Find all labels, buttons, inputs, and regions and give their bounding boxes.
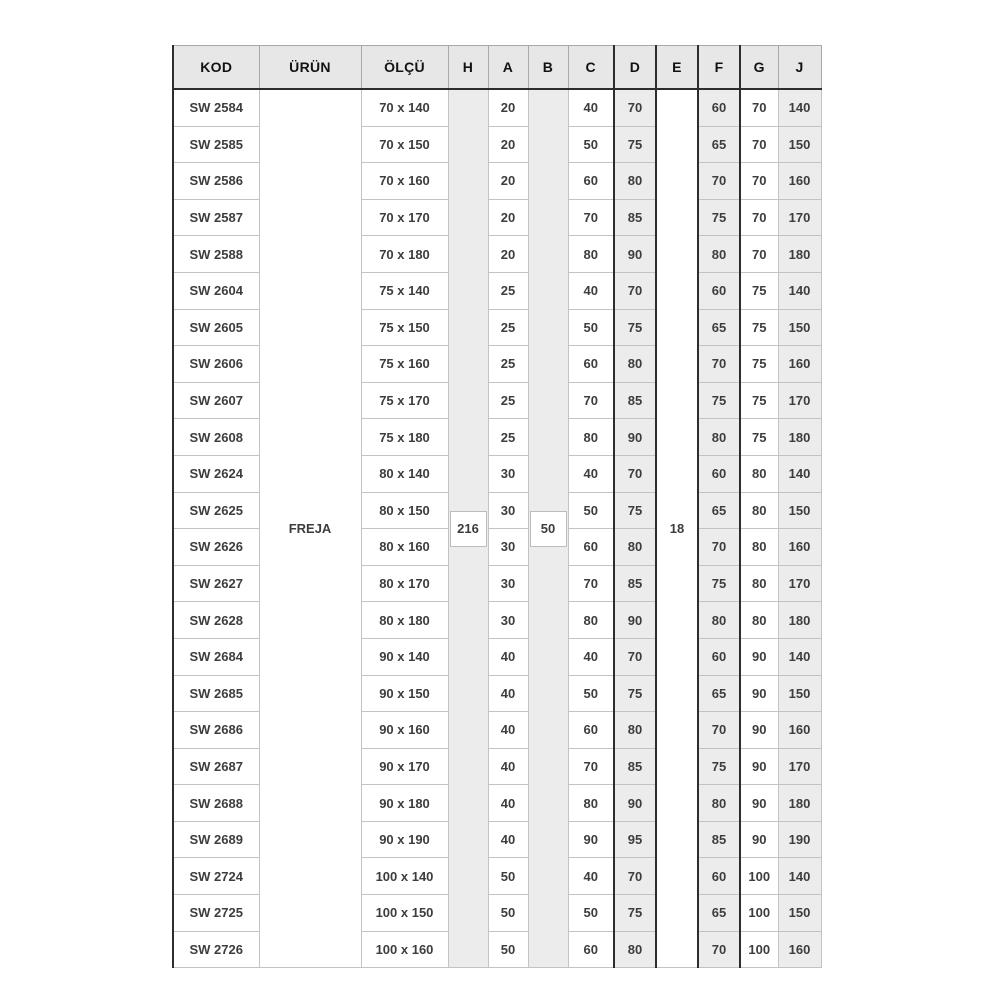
cell-olcu: 100 x 150 — [361, 895, 448, 932]
cell-c: 60 — [568, 346, 614, 383]
cell-a: 30 — [488, 492, 528, 529]
merged-cell-b — [528, 89, 568, 968]
cell-a: 25 — [488, 346, 528, 383]
cell-d: 80 — [614, 712, 656, 749]
cell-kod: SW 2686 — [173, 712, 259, 749]
cell-j: 140 — [778, 638, 821, 675]
cell-c: 80 — [568, 785, 614, 822]
cell-olcu: 80 x 140 — [361, 455, 448, 492]
table-body — [173, 89, 821, 968]
cell-d: 70 — [614, 89, 656, 126]
cell-g: 80 — [740, 455, 778, 492]
cell-c: 70 — [568, 382, 614, 419]
col-header-g: G — [740, 46, 778, 90]
col-header-kod: KOD — [173, 46, 259, 90]
cell-j: 160 — [778, 346, 821, 383]
cell-f: 60 — [698, 455, 740, 492]
cell-d: 80 — [614, 163, 656, 200]
cell-olcu: 90 x 160 — [361, 712, 448, 749]
cell-d: 70 — [614, 858, 656, 895]
cell-g: 100 — [740, 895, 778, 932]
cell-f: 70 — [698, 931, 740, 968]
cell-g: 75 — [740, 272, 778, 309]
cell-kod: SW 2608 — [173, 419, 259, 456]
cell-f: 65 — [698, 675, 740, 712]
cell-a: 25 — [488, 419, 528, 456]
cell-g: 75 — [740, 309, 778, 346]
cell-d: 75 — [614, 126, 656, 163]
cell-j: 150 — [778, 309, 821, 346]
cell-g: 75 — [740, 419, 778, 456]
cell-f: 80 — [698, 602, 740, 639]
cell-a: 40 — [488, 785, 528, 822]
cell-c: 70 — [568, 748, 614, 785]
cell-j: 180 — [778, 602, 821, 639]
cell-a: 25 — [488, 272, 528, 309]
cell-j: 150 — [778, 492, 821, 529]
cell-a: 40 — [488, 821, 528, 858]
merged-value-box-h: 216 — [450, 511, 487, 547]
cell-a: 50 — [488, 931, 528, 968]
cell-g: 70 — [740, 89, 778, 126]
cell-kod: SW 2607 — [173, 382, 259, 419]
table-row — [173, 89, 821, 126]
cell-j: 160 — [778, 931, 821, 968]
cell-g: 80 — [740, 602, 778, 639]
cell-olcu: 100 x 140 — [361, 858, 448, 895]
cell-d: 75 — [614, 895, 656, 932]
col-header-h: H — [448, 46, 488, 90]
cell-d: 70 — [614, 455, 656, 492]
cell-j: 180 — [778, 236, 821, 273]
cell-kod: SW 2604 — [173, 272, 259, 309]
col-header-j: J — [778, 46, 821, 90]
cell-kod: SW 2725 — [173, 895, 259, 932]
cell-d: 85 — [614, 199, 656, 236]
cell-olcu: 75 x 150 — [361, 309, 448, 346]
cell-olcu: 90 x 150 — [361, 675, 448, 712]
cell-d: 85 — [614, 382, 656, 419]
cell-a: 20 — [488, 89, 528, 126]
cell-f: 80 — [698, 236, 740, 273]
cell-g: 75 — [740, 346, 778, 383]
cell-f: 80 — [698, 785, 740, 822]
cell-kod: SW 2684 — [173, 638, 259, 675]
cell-c: 50 — [568, 309, 614, 346]
cell-g: 90 — [740, 785, 778, 822]
cell-d: 75 — [614, 675, 656, 712]
cell-j: 150 — [778, 895, 821, 932]
cell-kod: SW 2626 — [173, 529, 259, 566]
cell-kod: SW 2588 — [173, 236, 259, 273]
cell-kod: SW 2688 — [173, 785, 259, 822]
merged-cell-urun: FREJA — [259, 89, 361, 968]
cell-g: 90 — [740, 748, 778, 785]
cell-d: 80 — [614, 346, 656, 383]
table-header — [173, 46, 821, 90]
cell-f: 65 — [698, 126, 740, 163]
cell-d: 85 — [614, 748, 656, 785]
merged-value-box-b: 50 — [530, 511, 567, 547]
cell-c: 40 — [568, 638, 614, 675]
cell-kod: SW 2726 — [173, 931, 259, 968]
cell-kod: SW 2624 — [173, 455, 259, 492]
col-header-olcu: ÖLÇÜ — [361, 46, 448, 90]
cell-d: 75 — [614, 492, 656, 529]
cell-kod: SW 2625 — [173, 492, 259, 529]
cell-c: 50 — [568, 675, 614, 712]
cell-a: 40 — [488, 748, 528, 785]
cell-j: 140 — [778, 455, 821, 492]
cell-j: 150 — [778, 126, 821, 163]
col-header-d: D — [614, 46, 656, 90]
cell-olcu: 70 x 140 — [361, 89, 448, 126]
cell-c: 50 — [568, 895, 614, 932]
cell-c: 60 — [568, 712, 614, 749]
cell-kod: SW 2628 — [173, 602, 259, 639]
cell-olcu: 80 x 160 — [361, 529, 448, 566]
cell-a: 20 — [488, 236, 528, 273]
cell-olcu: 75 x 180 — [361, 419, 448, 456]
cell-olcu: 70 x 150 — [361, 126, 448, 163]
cell-f: 80 — [698, 419, 740, 456]
cell-kod: SW 2605 — [173, 309, 259, 346]
cell-a: 20 — [488, 126, 528, 163]
cell-g: 80 — [740, 492, 778, 529]
cell-j: 140 — [778, 89, 821, 126]
header-row — [173, 46, 821, 90]
merged-cell-h — [448, 89, 488, 968]
cell-d: 90 — [614, 785, 656, 822]
cell-g: 90 — [740, 712, 778, 749]
cell-f: 75 — [698, 382, 740, 419]
cell-a: 40 — [488, 675, 528, 712]
cell-f: 65 — [698, 309, 740, 346]
cell-g: 75 — [740, 382, 778, 419]
cell-j: 150 — [778, 675, 821, 712]
cell-j: 160 — [778, 529, 821, 566]
cell-j: 180 — [778, 785, 821, 822]
cell-olcu: 70 x 170 — [361, 199, 448, 236]
col-header-c: C — [568, 46, 614, 90]
cell-olcu: 100 x 160 — [361, 931, 448, 968]
cell-a: 30 — [488, 565, 528, 602]
cell-olcu: 75 x 140 — [361, 272, 448, 309]
cell-c: 80 — [568, 602, 614, 639]
cell-olcu: 75 x 160 — [361, 346, 448, 383]
cell-j: 140 — [778, 858, 821, 895]
cell-olcu: 80 x 170 — [361, 565, 448, 602]
cell-a: 30 — [488, 529, 528, 566]
cell-kod: SW 2584 — [173, 89, 259, 126]
cell-j: 160 — [778, 712, 821, 749]
cell-g: 70 — [740, 126, 778, 163]
col-header-urun: ÜRÜN — [259, 46, 361, 90]
cell-a: 30 — [488, 602, 528, 639]
cell-c: 40 — [568, 858, 614, 895]
cell-c: 70 — [568, 565, 614, 602]
cell-d: 70 — [614, 272, 656, 309]
cell-d: 90 — [614, 236, 656, 273]
cell-c: 60 — [568, 163, 614, 200]
cell-c: 80 — [568, 236, 614, 273]
cell-j: 180 — [778, 419, 821, 456]
cell-f: 60 — [698, 858, 740, 895]
cell-j: 140 — [778, 272, 821, 309]
cell-g: 90 — [740, 638, 778, 675]
cell-d: 70 — [614, 638, 656, 675]
cell-j: 170 — [778, 199, 821, 236]
cell-f: 65 — [698, 895, 740, 932]
dimension-table-grid — [172, 45, 822, 968]
cell-d: 90 — [614, 602, 656, 639]
cell-f: 85 — [698, 821, 740, 858]
cell-d: 95 — [614, 821, 656, 858]
cell-a: 20 — [488, 163, 528, 200]
cell-a: 20 — [488, 199, 528, 236]
cell-a: 25 — [488, 309, 528, 346]
cell-f: 70 — [698, 529, 740, 566]
cell-f: 70 — [698, 712, 740, 749]
cell-a: 50 — [488, 895, 528, 932]
cell-kod: SW 2685 — [173, 675, 259, 712]
cell-a: 40 — [488, 638, 528, 675]
cell-d: 80 — [614, 529, 656, 566]
cell-g: 100 — [740, 858, 778, 895]
cell-g: 80 — [740, 565, 778, 602]
cell-j: 170 — [778, 565, 821, 602]
cell-a: 30 — [488, 455, 528, 492]
cell-olcu: 80 x 180 — [361, 602, 448, 639]
cell-a: 25 — [488, 382, 528, 419]
cell-g: 80 — [740, 529, 778, 566]
cell-kod: SW 2585 — [173, 126, 259, 163]
cell-olcu: 70 x 180 — [361, 236, 448, 273]
cell-d: 85 — [614, 565, 656, 602]
cell-olcu: 70 x 160 — [361, 163, 448, 200]
cell-kod: SW 2586 — [173, 163, 259, 200]
cell-f: 75 — [698, 565, 740, 602]
cell-kod: SW 2627 — [173, 565, 259, 602]
cell-g: 100 — [740, 931, 778, 968]
cell-g: 70 — [740, 199, 778, 236]
cell-j: 160 — [778, 163, 821, 200]
cell-f: 60 — [698, 89, 740, 126]
cell-c: 40 — [568, 89, 614, 126]
cell-c: 80 — [568, 419, 614, 456]
cell-olcu: 80 x 150 — [361, 492, 448, 529]
cell-g: 70 — [740, 163, 778, 200]
cell-kod: SW 2587 — [173, 199, 259, 236]
cell-olcu: 90 x 170 — [361, 748, 448, 785]
cell-olcu: 90 x 190 — [361, 821, 448, 858]
cell-kod: SW 2606 — [173, 346, 259, 383]
col-header-b: B — [528, 46, 568, 90]
cell-kod: SW 2687 — [173, 748, 259, 785]
cell-c: 60 — [568, 529, 614, 566]
cell-f: 70 — [698, 346, 740, 383]
cell-j: 190 — [778, 821, 821, 858]
cell-olcu: 90 x 140 — [361, 638, 448, 675]
cell-f: 70 — [698, 163, 740, 200]
cell-g: 90 — [740, 821, 778, 858]
cell-g: 90 — [740, 675, 778, 712]
merged-cell-e: 18 — [656, 89, 698, 968]
cell-f: 75 — [698, 199, 740, 236]
cell-j: 170 — [778, 382, 821, 419]
cell-c: 50 — [568, 492, 614, 529]
cell-g: 70 — [740, 236, 778, 273]
cell-c: 60 — [568, 931, 614, 968]
cell-j: 170 — [778, 748, 821, 785]
cell-kod: SW 2724 — [173, 858, 259, 895]
cell-a: 50 — [488, 858, 528, 895]
cell-f: 60 — [698, 638, 740, 675]
col-header-a: A — [488, 46, 528, 90]
cell-f: 60 — [698, 272, 740, 309]
col-header-f: F — [698, 46, 740, 90]
cell-kod: SW 2689 — [173, 821, 259, 858]
cell-d: 75 — [614, 309, 656, 346]
cell-d: 80 — [614, 931, 656, 968]
cell-d: 90 — [614, 419, 656, 456]
cell-a: 40 — [488, 712, 528, 749]
cell-c: 50 — [568, 126, 614, 163]
cell-c: 40 — [568, 455, 614, 492]
cell-c: 90 — [568, 821, 614, 858]
cell-c: 40 — [568, 272, 614, 309]
product-dimension-table — [172, 45, 822, 968]
cell-f: 75 — [698, 748, 740, 785]
cell-c: 70 — [568, 199, 614, 236]
cell-f: 65 — [698, 492, 740, 529]
col-header-e: E — [656, 46, 698, 90]
cell-olcu: 75 x 170 — [361, 382, 448, 419]
cell-olcu: 90 x 180 — [361, 785, 448, 822]
